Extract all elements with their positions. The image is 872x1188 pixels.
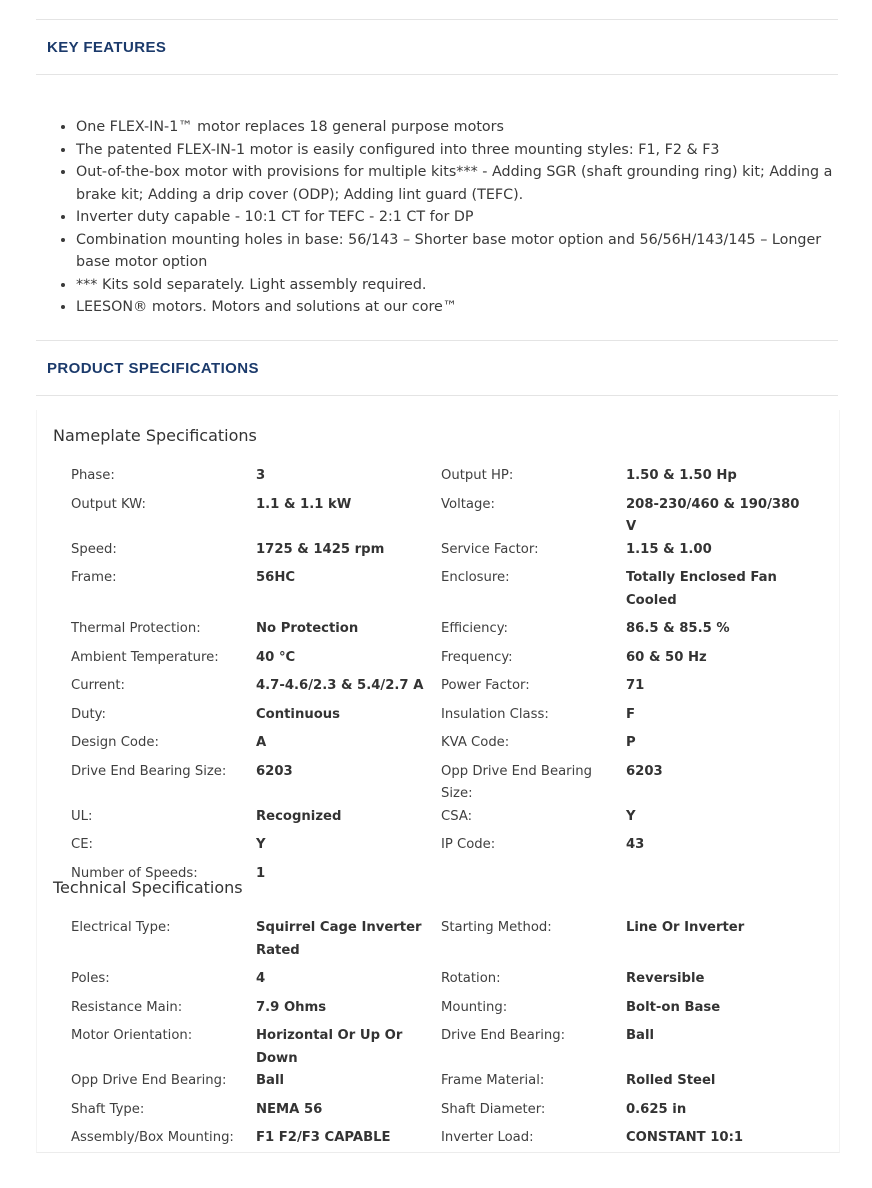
spec-label: Frequency:	[441, 649, 513, 665]
spec-label: Speed:	[71, 541, 117, 557]
divider-before-specs	[36, 340, 838, 341]
table-row	[71, 1025, 811, 1070]
spec-value: 71	[626, 678, 645, 693]
spec-label: Inverter Load:	[441, 1130, 534, 1145]
list-item: • Inverter duty capable - 10:1 CT for TEFC - 2:1 CT for DP	[76, 206, 856, 229]
spec-value: No Protection	[256, 621, 359, 636]
spec-value: 4	[256, 971, 266, 986]
spec-value: Y	[256, 837, 266, 852]
table-row	[71, 465, 811, 494]
spec-label: Insulation Class:	[441, 706, 549, 722]
spec-label: IP Code:	[441, 837, 496, 852]
spec-value: Line Or Inverter	[626, 920, 745, 935]
spec-value: 6203	[256, 763, 293, 779]
spec-value: Continuous	[256, 706, 341, 722]
nameplate-specifications-title: Nameplate Specifications	[53, 426, 257, 445]
table-row	[71, 732, 811, 761]
spec-label: Frame:	[71, 570, 117, 585]
list-item: • Combination mounting holes in base: 56/143 – Shorter base motor option and 56/56H/143/145 – Longer base motor option	[76, 229, 856, 274]
spec-label: UL:	[71, 808, 93, 824]
technical-specifications-title: Technical Specifications	[53, 878, 243, 897]
spec-label: Design Code:	[71, 735, 159, 750]
spec-label: Output HP:	[441, 468, 514, 483]
table-row	[71, 704, 811, 733]
spec-value: A	[256, 735, 267, 750]
table-row	[71, 567, 811, 618]
list-item: • Out-of-the-box motor with provisions for multiple kits*** - Adding SGR (shaft grounding ring) kit; Adding a brake kit; Adding a drip cover (ODP); Adding lint guard (TEFC).	[76, 161, 856, 206]
spec-value: Ball	[626, 1028, 654, 1043]
table-row	[71, 618, 811, 647]
spec-value: Horizontal Or Up Or Down	[256, 1028, 403, 1066]
spec-value: F1 F2/F3 CAPABLE	[256, 1130, 391, 1145]
spec-value: 3	[256, 468, 266, 483]
spec-value: 1.15 & 1.00	[626, 541, 712, 557]
spec-value: 1	[256, 865, 266, 881]
spec-value: Recognized	[256, 808, 342, 824]
spec-value: 7.9 Ohms	[256, 999, 327, 1015]
table-row	[71, 675, 811, 704]
spec-label: Electrical Type:	[71, 920, 171, 935]
spec-value: 86.5 & 85.5 %	[626, 621, 730, 636]
spec-value: Bolt-on Base	[626, 999, 721, 1015]
spec-label: Shaft Type:	[71, 1101, 145, 1117]
spec-label: Rotation:	[441, 971, 501, 986]
spec-label: Poles:	[71, 971, 110, 986]
table-row	[71, 806, 811, 835]
spec-label: Opp Drive End Bearing:	[71, 1073, 227, 1088]
spec-value: NEMA 56	[256, 1101, 323, 1117]
table-row	[71, 997, 811, 1026]
spec-value: 43	[626, 837, 645, 852]
spec-label: Duty:	[71, 706, 106, 722]
spec-label: Resistance Main:	[71, 999, 183, 1015]
table-row	[71, 647, 811, 676]
spec-label: Ambient Temperature:	[71, 649, 219, 665]
spec-label: Service Factor:	[441, 541, 539, 557]
nameplate-specifications-table	[71, 465, 811, 891]
spec-value: Reversible	[626, 971, 705, 986]
spec-label: Shaft Diameter:	[441, 1101, 546, 1117]
table-row	[71, 1099, 811, 1128]
spec-value: 6203	[626, 763, 663, 779]
spec-value: CONSTANT 10:1	[626, 1130, 744, 1145]
spec-value: 60 & 50 Hz	[626, 649, 707, 665]
spec-label: Opp Drive End Bearing Size:	[441, 763, 592, 801]
spec-value: 1.1 & 1.1 kW	[256, 496, 352, 512]
spec-value: Ball	[256, 1073, 284, 1088]
spec-value: Rolled Steel	[626, 1073, 716, 1088]
spec-label: Starting Method:	[441, 920, 552, 935]
spec-label: Current:	[71, 678, 125, 693]
spec-value: 40 °C	[256, 649, 296, 665]
spec-label: KVA Code:	[441, 735, 510, 750]
spec-label: Phase:	[71, 468, 115, 483]
spec-label: Motor Orientation:	[71, 1028, 193, 1043]
spec-label: Mounting:	[441, 999, 508, 1015]
key-features-heading: KEY FEATURES	[47, 39, 167, 56]
spec-label: CE:	[71, 837, 93, 852]
list-item: • *** Kits sold separately. Light assembly required.	[76, 274, 856, 297]
divider-key-features	[36, 74, 838, 75]
spec-label: Thermal Protection:	[71, 621, 201, 636]
spec-label: Frame Material:	[441, 1073, 545, 1088]
spec-value: Y	[626, 808, 636, 824]
spec-value: Squirrel Cage Inverter Rated	[256, 920, 422, 958]
spec-value: 56HC	[256, 570, 296, 585]
spec-label: Output KW:	[71, 496, 146, 512]
table-row	[71, 539, 811, 568]
list-item: • One FLEX-IN-1™ motor replaces 18 general purpose motors	[76, 116, 856, 139]
spec-value: F	[626, 706, 636, 722]
table-row	[71, 834, 811, 863]
table-row	[71, 917, 811, 968]
spec-value: 1725 & 1425 rpm	[256, 541, 385, 557]
table-row	[71, 1127, 811, 1156]
divider-top	[36, 19, 838, 20]
spec-value: 1.50 & 1.50 Hp	[626, 468, 737, 483]
spec-label: Enclosure:	[441, 570, 510, 585]
spec-value: 0.625 in	[626, 1101, 687, 1117]
spec-value	[626, 863, 811, 892]
spec-value: 208-230/460 & 190/380 V	[626, 496, 800, 534]
product-specifications-heading: PRODUCT SPECIFICATIONS	[47, 360, 259, 377]
key-features-list	[56, 116, 856, 319]
spec-label: Assembly/Box Mounting:	[71, 1130, 234, 1145]
spec-label: Number of Speeds:	[71, 865, 198, 881]
spec-value: 4.7-4.6/2.3 & 5.4/2.7 A	[256, 678, 424, 693]
table-row	[71, 1070, 811, 1099]
table-row	[71, 761, 811, 806]
list-item: • LEESON® motors. Motors and solutions at our core™	[76, 296, 856, 319]
spec-label: Efficiency:	[441, 621, 509, 636]
divider-product-specifications	[36, 395, 838, 396]
spec-value: P	[626, 735, 636, 750]
spec-label: Voltage:	[441, 496, 495, 512]
table-row	[71, 494, 811, 539]
spec-label: Drive End Bearing Size:	[71, 763, 227, 779]
spec-label	[441, 863, 626, 892]
spec-label: CSA:	[441, 808, 473, 824]
list-item: • The patented FLEX-IN-1 motor is easily configured into three mounting styles: F1, F2 & F3	[76, 139, 856, 162]
spec-value: Totally Enclosed Fan Cooled	[626, 570, 777, 608]
spec-label: Drive End Bearing:	[441, 1028, 566, 1043]
technical-specifications-table	[71, 917, 811, 1156]
spec-label: Power Factor:	[441, 678, 530, 693]
table-row	[71, 968, 811, 997]
